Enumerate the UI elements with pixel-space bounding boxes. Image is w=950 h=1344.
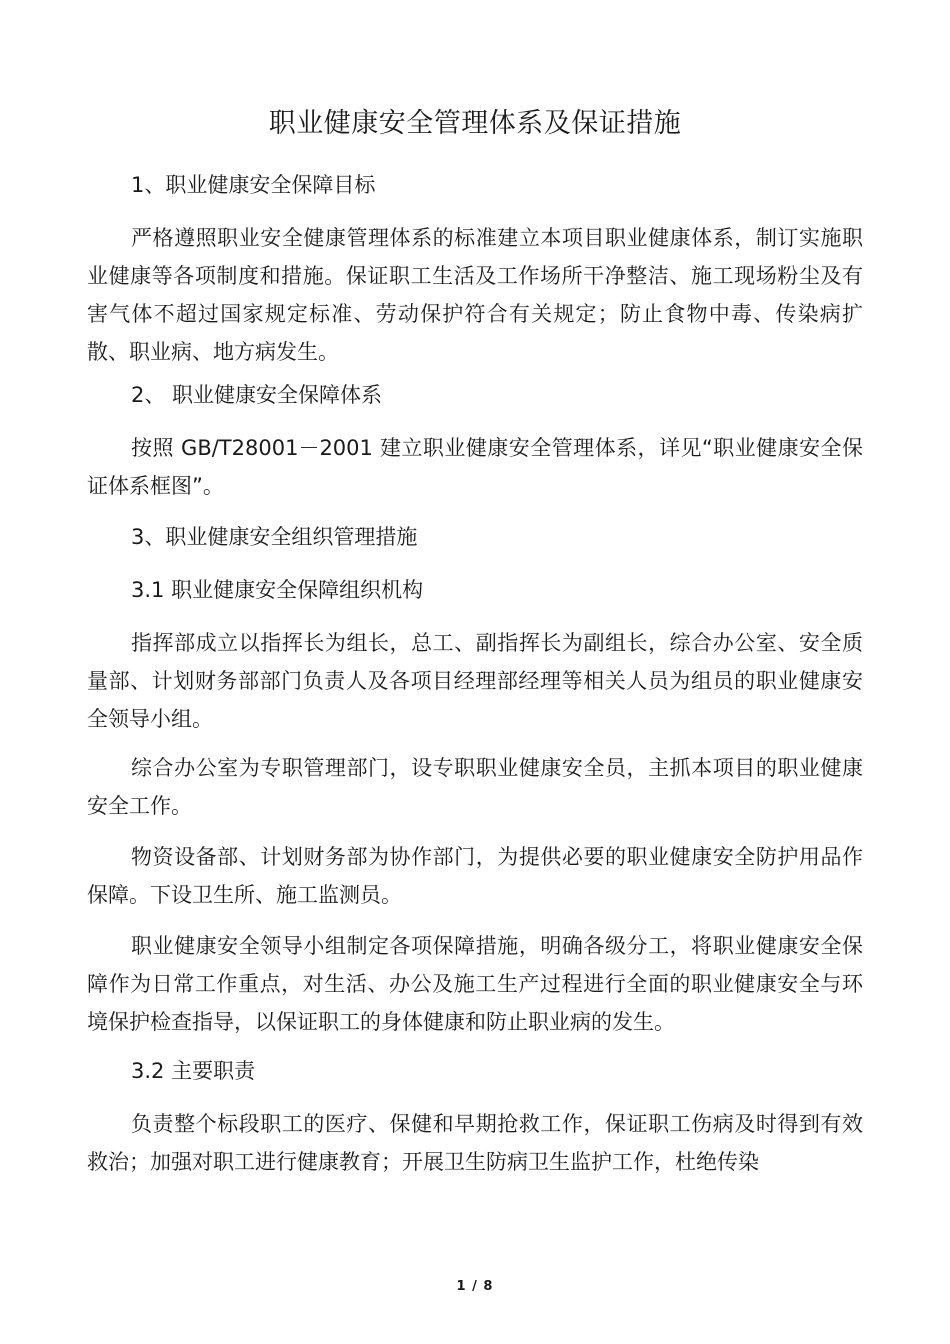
section-heading-3-1: 3.1 职业健康安全保障组织机构 — [131, 578, 424, 602]
paragraph-system: 按照 GB/T28001－2001 建立职业健康安全管理体系，详见“职业健康安全保证体系框图”。 — [87, 436, 863, 498]
paragraph-duties: 负责整个标段职工的医疗、保健和早期抢救工作，保证职工伤病及时得到有效救治；加强对职工进行健康教育；开展卫生防病卫生监护工作，杜绝传染 — [87, 1112, 863, 1174]
paragraph-office: 综合办公室为专职管理部门，设专职职业健康安全员，主抓本项目的职业健康安全工作。 — [87, 756, 863, 818]
paragraph-organization: 指挥部成立以指挥长为组长，总工、副指挥长为副组长，综合办公室、安全质量部、计划财务部部门负责人及各项目经理部经理等相关人员为组员的职业健康安全领导小组。 — [87, 631, 863, 731]
page-number: 1 / 8 — [456, 1279, 494, 1294]
paragraph-cooperation: 物资设备部、计划财务部为协作部门，为提供必要的职业健康安全防护用品作保障。下设卫生所、施工监测员。 — [87, 845, 863, 907]
section-heading-3-2: 3.2 主要职责 — [131, 1059, 256, 1083]
section-heading-1: 1、职业健康安全保障目标 — [131, 173, 376, 197]
paragraph-measures: 职业健康安全领导小组制定各项保障措施，明确各级分工，将职业健康安全保障作为日常工作重点，对生活、办公及施工生产过程进行全面的职业健康安全与环境保护检查指导，以保证职工的身体健康和防止职业病的发生。 — [87, 934, 863, 1034]
paragraph-goal: 严格遵照职业安全健康管理体系的标准建立本项目职业健康体系，制订实施职业健康等各项制度和措施。保证职工生活及工作场所干净整洁、施工现场粉尘及有害气体不超过国家规定标准、劳动保护符合有关规定；防止食物中毒、传染病扩散、职业病、地方病发生。 — [87, 226, 863, 364]
document-title: 职业健康安全管理体系及保证措施 — [268, 108, 682, 139]
section-heading-2: 2、 职业健康安全保障体系 — [131, 383, 383, 407]
section-heading-3: 3、职业健康安全组织管理措施 — [131, 525, 418, 549]
